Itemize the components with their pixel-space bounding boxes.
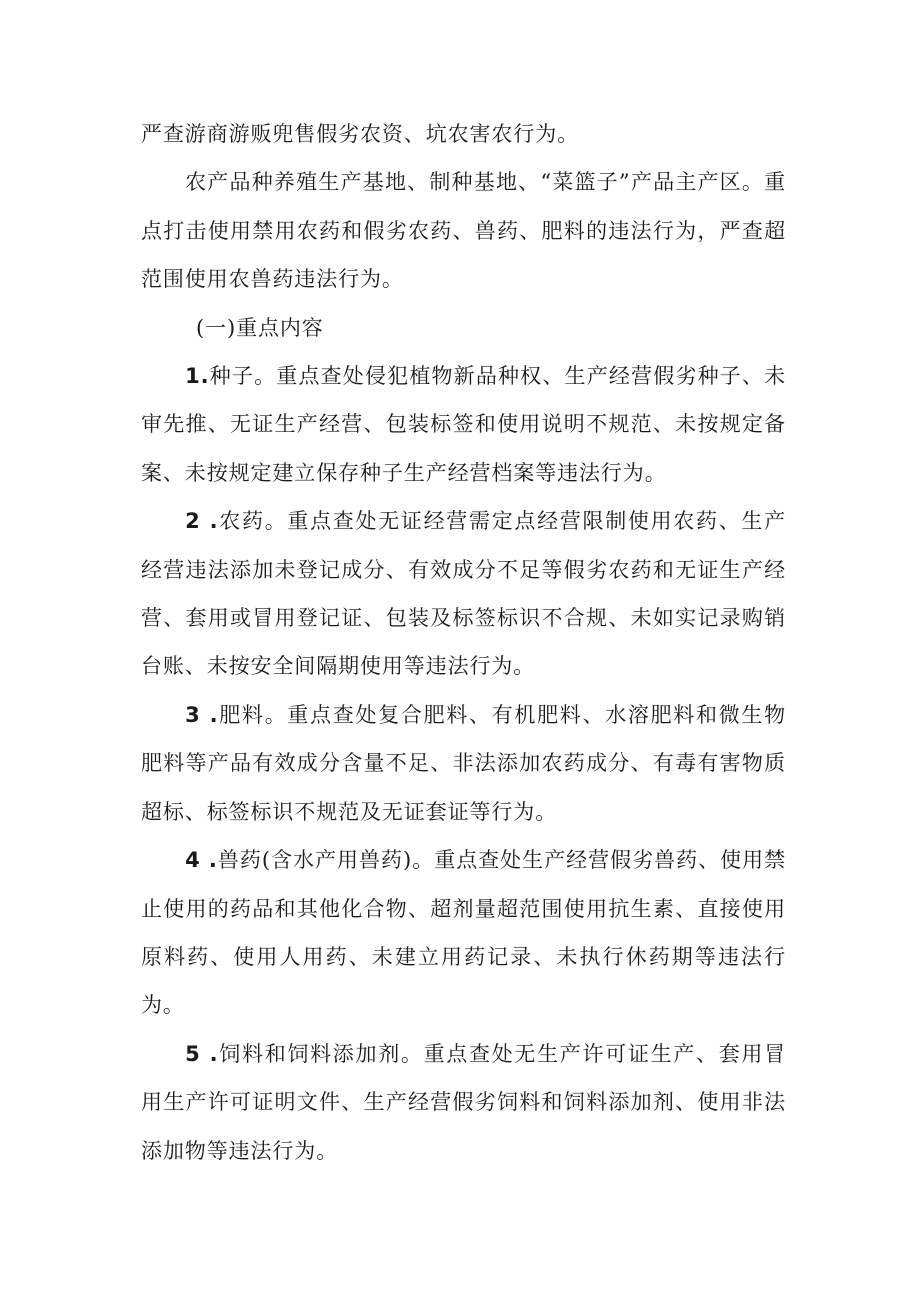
paragraph-text: 饲料和饲料添加剂。重点查处无生产许可证生产、套用冒用生产许可证明文件、生产经营假劣饲料和饲料添加剂、使用非法添加物等违法行为。 — [141, 1041, 786, 1163]
paragraph-item-veterinary-drugs — [141, 836, 786, 1030]
paragraph-text: 农药。重点查处无证经营需定点经营限制使用农药、生产经营违法添加未登记成分、有效成分不足等假劣农药和无证生产经营、套用或冒用登记证、包装及标签标识不合规、未如实记录购销台账、未按安全间隔期使用等违法行为。 — [141, 509, 786, 679]
heading-text: (一)重点内容 — [196, 315, 324, 340]
paragraph-item-fertilizers — [141, 691, 786, 836]
paragraph-item-pesticides — [141, 497, 786, 691]
paragraph-text: 农产品种养殖生产基地、制种基地、“菜篮子”产品主产区。重点打击使用禁用农药和假劣农药、兽药、肥料的违法行为，严查超范围使用农兽药违法行为。 — [141, 170, 786, 292]
paragraph-text: 肥料。重点查处复合肥料、有机肥料、水溶肥料和微生物肥料等产品有效成分含量不足、非法添加农药成分、有毒有害物质超标、标签标识不规范及无证套证等行为。 — [141, 702, 786, 824]
item-number: 2 . — [185, 509, 219, 534]
paragraph-text: 严查游商游贩兜售假劣农资、坑农害农行为。 — [141, 122, 579, 146]
item-number: 5 . — [185, 1041, 219, 1066]
paragraph-text: 种子。重点查处侵犯植物新品种权、生产经营假劣种子、未审先推、无证生产经营、包装标签和使用说明不规范、未按规定备案、未按规定建立保存种子生产经营档案等违法行为。 — [141, 364, 786, 485]
item-number: 4 . — [185, 848, 218, 873]
document-body — [141, 110, 786, 1175]
section-heading-key-content — [141, 304, 786, 352]
item-number: 3 . — [185, 702, 219, 727]
paragraph-item-feed — [141, 1030, 786, 1175]
paragraph-production-bases — [141, 158, 786, 303]
paragraph-item-seeds — [141, 352, 786, 497]
item-number: 1. — [185, 364, 210, 389]
paragraph-continuation — [141, 110, 786, 158]
paragraph-text: 兽药(含水产用兽药)。重点查处生产经营假劣兽药、使用禁止使用的药品和其他化合物、超剂量超范围使用抗生素、直接使用原料药、使用人用药、未建立用药记录、未执行休药期等违法行为。 — [141, 848, 786, 1018]
